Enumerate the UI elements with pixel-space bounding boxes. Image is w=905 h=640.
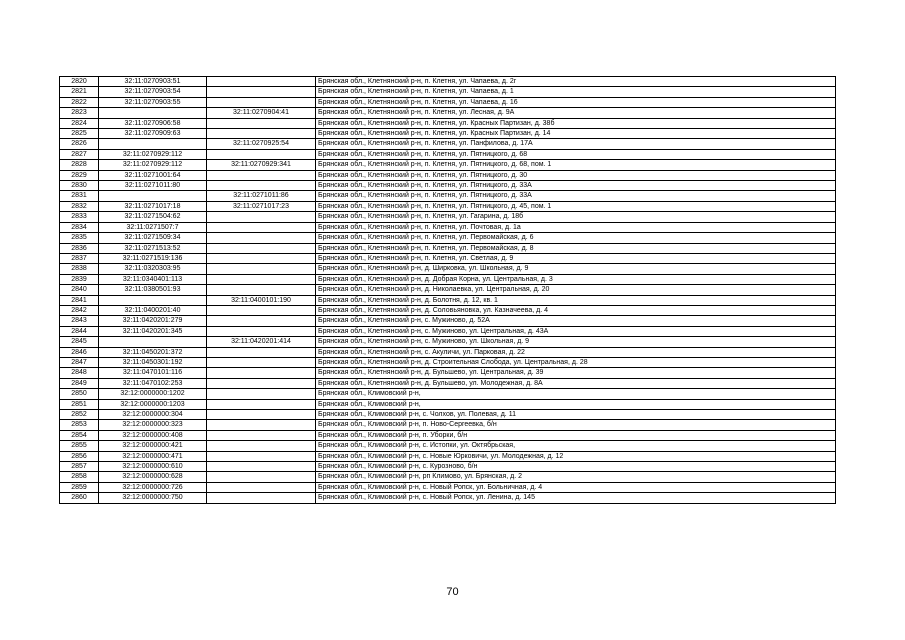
address-cell: Брянская обл., Клетнянский р-н, д. Бульшево, ул. Центральная, д. 39 — [316, 368, 836, 378]
table-row — [60, 139, 836, 149]
cadastral-number-cell: 32:11:0271017:18 — [99, 201, 207, 211]
row-number-cell: 2829 — [60, 170, 99, 180]
related-cadastral-number-cell — [207, 212, 316, 222]
cadastral-number-cell: 32:12:0000000:628 — [99, 472, 207, 482]
cadastral-number-cell: 32:11:0450201:372 — [99, 347, 207, 357]
cadastral-number-cell: 32:12:0000000:1203 — [99, 399, 207, 409]
related-cadastral-number-cell — [207, 233, 316, 243]
row-number-cell: 2835 — [60, 233, 99, 243]
row-number-cell: 2846 — [60, 347, 99, 357]
related-cadastral-number-cell — [207, 482, 316, 492]
row-number-cell: 2860 — [60, 493, 99, 503]
related-cadastral-number-cell — [207, 399, 316, 409]
row-number-cell: 2832 — [60, 201, 99, 211]
table-row — [60, 264, 836, 274]
related-cadastral-number-cell: 32:11:0270925:54 — [207, 139, 316, 149]
row-number-cell: 2825 — [60, 129, 99, 139]
table-row — [60, 181, 836, 191]
cadastral-number-cell: 32:11:0270903:55 — [99, 97, 207, 107]
cadastral-number-cell: 32:12:0000000:471 — [99, 451, 207, 461]
cadastral-number-cell: 32:11:0271519:136 — [99, 253, 207, 263]
address-cell: Брянская обл., Климовский р-н, с. Курозново, б/н — [316, 462, 836, 472]
related-cadastral-number-cell — [207, 274, 316, 284]
address-cell: Брянская обл., Климовский р-н, рп Климово, ул. Брянская, д. 2 — [316, 472, 836, 482]
table-row — [60, 160, 836, 170]
row-number-cell: 2833 — [60, 212, 99, 222]
row-number-cell: 2823 — [60, 108, 99, 118]
cadastral-number-cell: 32:12:0000000:726 — [99, 482, 207, 492]
row-number-cell: 2858 — [60, 472, 99, 482]
row-number-cell: 2853 — [60, 420, 99, 430]
related-cadastral-number-cell — [207, 118, 316, 128]
cadastral-number-cell: 32:11:0271504:62 — [99, 212, 207, 222]
address-cell: Брянская обл., Клетнянский р-н, п. Клетня, ул. Чапаева, д. 2г — [316, 77, 836, 87]
related-cadastral-number-cell — [207, 347, 316, 357]
address-cell: Брянская обл., Клетнянский р-н, д. Николаевка, ул. Центральная, д. 20 — [316, 285, 836, 295]
table-row — [60, 347, 836, 357]
table-row — [60, 253, 836, 263]
address-cell: Брянская обл., Клетнянский р-н, с. Мужиново, ул. Центральная, д. 43А — [316, 326, 836, 336]
cadastral-number-cell: 32:11:0470101:116 — [99, 368, 207, 378]
cadastral-number-cell: 32:11:0270906:58 — [99, 118, 207, 128]
related-cadastral-number-cell — [207, 378, 316, 388]
cadastral-number-cell: 32:11:0340401:113 — [99, 274, 207, 284]
table-row — [60, 87, 836, 97]
table-row — [60, 368, 836, 378]
row-number-cell: 2836 — [60, 243, 99, 253]
cadastral-number-cell: 32:11:0270909:63 — [99, 129, 207, 139]
cadastral-number-cell: 32:12:0000000:1202 — [99, 389, 207, 399]
address-cell: Брянская обл., Клетнянский р-н, п. Клетня, ул. Чапаева, д. 1 — [316, 87, 836, 97]
cadastral-number-cell: 32:11:0270903:54 — [99, 87, 207, 97]
related-cadastral-number-cell — [207, 316, 316, 326]
cadastral-number-cell: 32:12:0000000:304 — [99, 410, 207, 420]
related-cadastral-number-cell — [207, 420, 316, 430]
related-cadastral-number-cell — [207, 170, 316, 180]
table-row — [60, 357, 836, 367]
table-row — [60, 316, 836, 326]
cadastral-number-cell: 32:12:0000000:421 — [99, 441, 207, 451]
row-number-cell: 2822 — [60, 97, 99, 107]
address-cell: Брянская обл., Климовский р-н, с. Новые Юрковичи, ул. Молодежная, д. 12 — [316, 451, 836, 461]
row-number-cell: 2820 — [60, 77, 99, 87]
table-row — [60, 243, 836, 253]
related-cadastral-number-cell — [207, 97, 316, 107]
address-cell: Брянская обл., Клетнянский р-н, д. Соловьяновка, ул. Казначеева, д. 4 — [316, 305, 836, 315]
table-row — [60, 233, 836, 243]
row-number-cell: 2821 — [60, 87, 99, 97]
address-cell: Брянская обл., Климовский р-н, с. Чолхов, ул. Полевая, д. 11 — [316, 410, 836, 420]
cadastral-number-cell: 32:12:0000000:408 — [99, 430, 207, 440]
address-cell: Брянская обл., Клетнянский р-н, п. Клетня, ул. Первомайская, д. 6 — [316, 233, 836, 243]
related-cadastral-number-cell: 32:11:0271017:23 — [207, 201, 316, 211]
table-row — [60, 170, 836, 180]
address-cell: Брянская обл., Клетнянский р-н, п. Клетня, ул. Пятницкого, д. 30 — [316, 170, 836, 180]
row-number-cell: 2837 — [60, 253, 99, 263]
table-row — [60, 441, 836, 451]
registry-table-body — [60, 77, 836, 504]
address-cell: Брянская обл., Клетнянский р-н, п. Клетня, ул. Чапаева, д. 16 — [316, 97, 836, 107]
cadastral-number-cell — [99, 108, 207, 118]
table-row — [60, 201, 836, 211]
table-row — [60, 493, 836, 503]
row-number-cell: 2854 — [60, 430, 99, 440]
row-number-cell: 2842 — [60, 305, 99, 315]
address-cell: Брянская обл., Климовский р-н, — [316, 389, 836, 399]
row-number-cell: 2830 — [60, 181, 99, 191]
table-row — [60, 212, 836, 222]
row-number-cell: 2844 — [60, 326, 99, 336]
table-row — [60, 472, 836, 482]
cadastral-number-cell — [99, 295, 207, 305]
cadastral-number-cell: 32:11:0320303:95 — [99, 264, 207, 274]
related-cadastral-number-cell — [207, 472, 316, 482]
row-number-cell: 2828 — [60, 160, 99, 170]
table-row — [60, 482, 836, 492]
cadastral-number-cell: 32:11:0380501:93 — [99, 285, 207, 295]
cadastral-number-cell: 32:11:0271513:52 — [99, 243, 207, 253]
row-number-cell: 2855 — [60, 441, 99, 451]
address-cell: Брянская обл., Клетнянский р-н, п. Клетня, ул. Пятницкого, д. 68, пом. 1 — [316, 160, 836, 170]
table-row — [60, 430, 836, 440]
row-number-cell: 2847 — [60, 357, 99, 367]
table-row — [60, 118, 836, 128]
table-row — [60, 399, 836, 409]
address-cell: Брянская обл., Клетнянский р-н, п. Клетня, ул. Красных Партизан, д. 14 — [316, 129, 836, 139]
table-row — [60, 420, 836, 430]
table-row — [60, 77, 836, 87]
address-cell: Брянская обл., Климовский р-н, с. Новый Ропск, ул. Больничная, д. 4 — [316, 482, 836, 492]
cadastral-number-cell: 32:11:0420201:279 — [99, 316, 207, 326]
table-row — [60, 191, 836, 201]
row-number-cell: 2849 — [60, 378, 99, 388]
related-cadastral-number-cell — [207, 357, 316, 367]
table-row — [60, 274, 836, 284]
table-row — [60, 451, 836, 461]
row-number-cell: 2850 — [60, 389, 99, 399]
address-cell: Брянская обл., Клетнянский р-н, д. Добрая Корна, ул. Центральная, д. 3 — [316, 274, 836, 284]
related-cadastral-number-cell — [207, 129, 316, 139]
table-row — [60, 222, 836, 232]
related-cadastral-number-cell — [207, 181, 316, 191]
related-cadastral-number-cell — [207, 441, 316, 451]
cadastral-number-cell: 32:12:0000000:323 — [99, 420, 207, 430]
row-number-cell: 2834 — [60, 222, 99, 232]
related-cadastral-number-cell — [207, 326, 316, 336]
cadastral-number-cell: 32:11:0270929:112 — [99, 160, 207, 170]
address-cell: Брянская обл., Климовский р-н, с. Истопки, ул. Октябрьская, — [316, 441, 836, 451]
page-number: 70 — [446, 586, 459, 598]
cadastral-number-cell: 32:11:0271507:7 — [99, 222, 207, 232]
related-cadastral-number-cell — [207, 285, 316, 295]
row-number-cell: 2840 — [60, 285, 99, 295]
address-cell: Брянская обл., Клетнянский р-н, с. Мужиново, ул. Школьная, д. 9 — [316, 337, 836, 347]
address-cell: Брянская обл., Климовский р-н, с. Новый Ропск, ул. Ленина, д. 145 — [316, 493, 836, 503]
related-cadastral-number-cell: 32:11:0270929:341 — [207, 160, 316, 170]
table-row — [60, 326, 836, 336]
address-cell: Брянская обл., Клетнянский р-н, д. Бульшево, ул. Молодежная, д. 8А — [316, 378, 836, 388]
table-row — [60, 295, 836, 305]
related-cadastral-number-cell — [207, 222, 316, 232]
table-row — [60, 305, 836, 315]
address-cell: Брянская обл., Клетнянский р-н, п. Клетня, ул. Красных Партизан, д. 38б — [316, 118, 836, 128]
cadastral-number-cell: 32:11:0271011:80 — [99, 181, 207, 191]
address-cell: Брянская обл., Клетнянский р-н, п. Клетня, ул. Пятницкого, д. 68 — [316, 149, 836, 159]
cadastral-number-cell — [99, 191, 207, 201]
address-cell: Брянская обл., Клетнянский р-н, с. Мужиново, д. 52А — [316, 316, 836, 326]
related-cadastral-number-cell — [207, 253, 316, 263]
table-row — [60, 285, 836, 295]
row-number-cell: 2841 — [60, 295, 99, 305]
related-cadastral-number-cell — [207, 493, 316, 503]
cadastral-number-cell: 32:12:0000000:610 — [99, 462, 207, 472]
row-number-cell: 2848 — [60, 368, 99, 378]
cadastral-number-cell — [99, 139, 207, 149]
related-cadastral-number-cell: 32:11:0271011:86 — [207, 191, 316, 201]
related-cadastral-number-cell — [207, 430, 316, 440]
cadastral-number-cell: 32:11:0271509:34 — [99, 233, 207, 243]
related-cadastral-number-cell: 32:11:0270904:41 — [207, 108, 316, 118]
address-cell: Брянская обл., Клетнянский р-н, п. Клетня, ул. Светлая, д. 9 — [316, 253, 836, 263]
table-row — [60, 149, 836, 159]
registry-table — [59, 76, 836, 504]
cadastral-number-cell: 32:11:0270929:112 — [99, 149, 207, 159]
related-cadastral-number-cell — [207, 368, 316, 378]
table-row — [60, 337, 836, 347]
address-cell: Брянская обл., Климовский р-н, — [316, 399, 836, 409]
row-number-cell: 2843 — [60, 316, 99, 326]
related-cadastral-number-cell — [207, 243, 316, 253]
address-cell: Брянская обл., Клетнянский р-н, с. Акуличи, ул. Парковая, д. 22 — [316, 347, 836, 357]
address-cell: Брянская обл., Клетнянский р-н, п. Клетня, ул. Пятницкого, д. 33А — [316, 181, 836, 191]
table-row — [60, 389, 836, 399]
address-cell: Брянская обл., Климовский р-н, п. Уборки, б/н — [316, 430, 836, 440]
row-number-cell: 2845 — [60, 337, 99, 347]
row-number-cell: 2856 — [60, 451, 99, 461]
cadastral-number-cell: 32:12:0000000:750 — [99, 493, 207, 503]
address-cell: Брянская обл., Клетнянский р-н, п. Клетня, ул. Первомайская, д. 8 — [316, 243, 836, 253]
address-cell: Брянская обл., Климовский р-н, п. Ново-Сергеевка, б/н — [316, 420, 836, 430]
cadastral-number-cell: 32:11:0270903:51 — [99, 77, 207, 87]
row-number-cell: 2827 — [60, 149, 99, 159]
row-number-cell: 2839 — [60, 274, 99, 284]
table-row — [60, 462, 836, 472]
row-number-cell: 2824 — [60, 118, 99, 128]
table-row — [60, 108, 836, 118]
table-row — [60, 378, 836, 388]
row-number-cell: 2838 — [60, 264, 99, 274]
cadastral-number-cell: 32:11:0420201:345 — [99, 326, 207, 336]
related-cadastral-number-cell — [207, 410, 316, 420]
row-number-cell: 2857 — [60, 462, 99, 472]
table-row — [60, 97, 836, 107]
address-cell: Брянская обл., Клетнянский р-н, д. Ширковка, ул. Школьная, д. 9 — [316, 264, 836, 274]
cadastral-number-cell: 32:11:0400201:40 — [99, 305, 207, 315]
cadastral-number-cell: 32:11:0271001:64 — [99, 170, 207, 180]
related-cadastral-number-cell — [207, 462, 316, 472]
address-cell: Брянская обл., Клетнянский р-н, п. Клетня, ул. Гагарина, д. 18б — [316, 212, 836, 222]
row-number-cell: 2852 — [60, 410, 99, 420]
related-cadastral-number-cell — [207, 149, 316, 159]
address-cell: Брянская обл., Клетнянский р-н, д. Болотня, д. 12, кв. 1 — [316, 295, 836, 305]
related-cadastral-number-cell — [207, 87, 316, 97]
address-cell: Брянская обл., Клетнянский р-н, п. Клетня, ул. Почтовая, д. 1а — [316, 222, 836, 232]
address-cell: Брянская обл., Клетнянский р-н, п. Клетня, ул. Панфилова, д. 17А — [316, 139, 836, 149]
related-cadastral-number-cell: 32:11:0400101:190 — [207, 295, 316, 305]
related-cadastral-number-cell — [207, 77, 316, 87]
row-number-cell: 2851 — [60, 399, 99, 409]
related-cadastral-number-cell — [207, 451, 316, 461]
cadastral-number-cell — [99, 337, 207, 347]
address-cell: Брянская обл., Клетнянский р-н, д. Строительная Слобода, ул. Центральная, д. 28 — [316, 357, 836, 367]
cadastral-number-cell: 32:11:0450301:192 — [99, 357, 207, 367]
table-row — [60, 410, 836, 420]
address-cell: Брянская обл., Клетнянский р-н, п. Клетня, ул. Пятницкого, д. 33А — [316, 191, 836, 201]
related-cadastral-number-cell — [207, 264, 316, 274]
cadastral-number-cell: 32:11:0470102:253 — [99, 378, 207, 388]
related-cadastral-number-cell — [207, 389, 316, 399]
address-cell: Брянская обл., Клетнянский р-н, п. Клетня, ул. Пятницкого, д. 45, пом. 1 — [316, 201, 836, 211]
address-cell: Брянская обл., Клетнянский р-н, п. Клетня, ул. Лесная, д. 9А — [316, 108, 836, 118]
related-cadastral-number-cell — [207, 305, 316, 315]
related-cadastral-number-cell: 32:11:0420201:414 — [207, 337, 316, 347]
row-number-cell: 2831 — [60, 191, 99, 201]
row-number-cell: 2859 — [60, 482, 99, 492]
row-number-cell: 2826 — [60, 139, 99, 149]
table-row — [60, 129, 836, 139]
